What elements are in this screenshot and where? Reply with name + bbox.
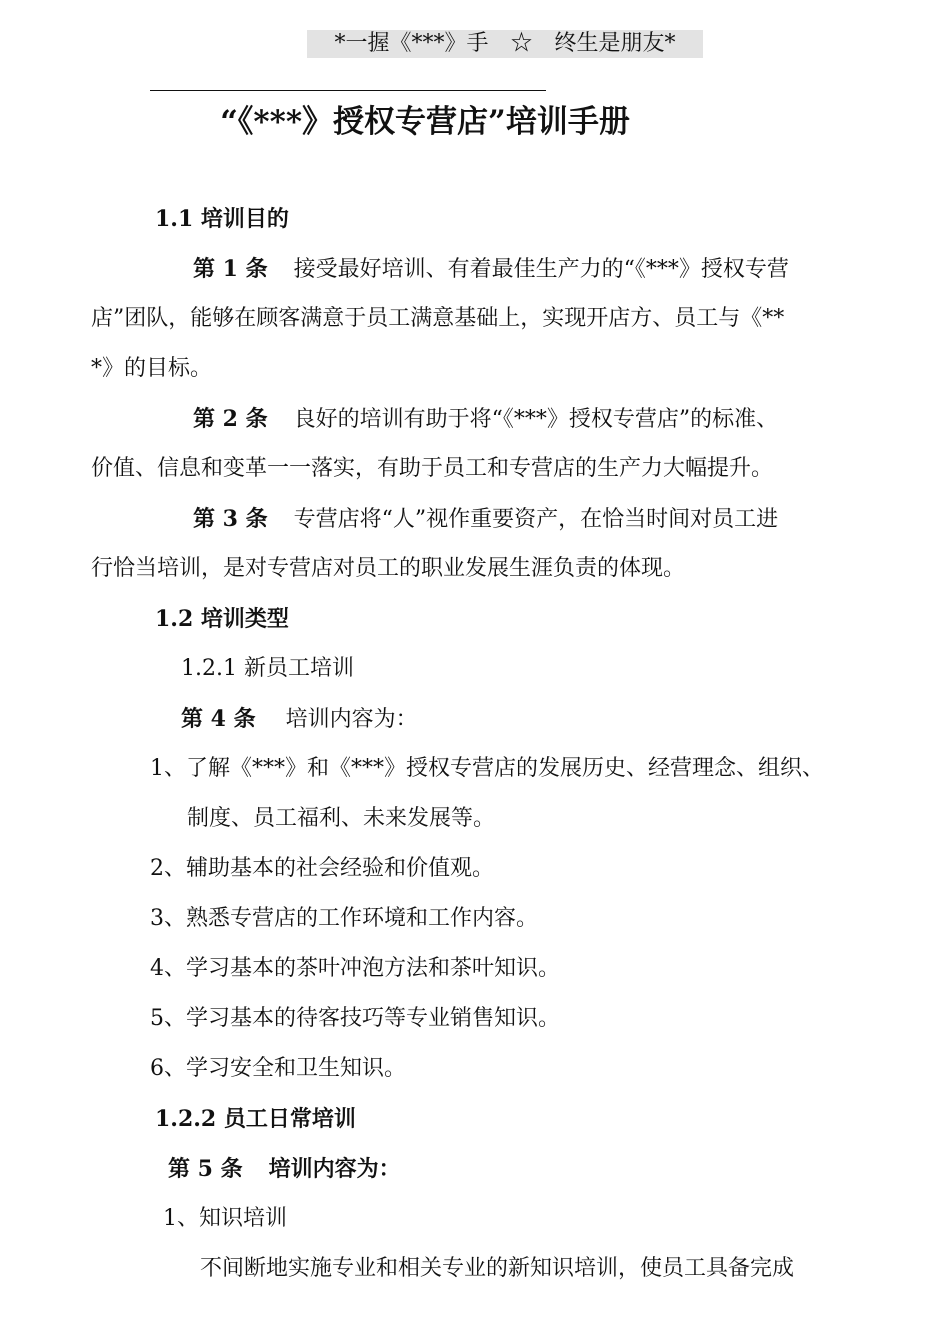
article-1-text-1: 接受最好培训、有着最佳生产力的“《***》授权专营 — [293, 257, 789, 282]
header-banner: *一握《***》手 ☆ 终生是朋友* — [307, 30, 703, 58]
list-item: 1、了解《***》和《***》授权专营店的发展历史、经营理念、组织、 — [150, 756, 824, 781]
article-2-line-2: 价值、信息和变革一一落实，有助于员工和专营店的生产力大幅提升。 — [91, 456, 774, 481]
article-4-line — [181, 704, 418, 735]
article-2-text-1: 良好的培训有助于将“《***》授权专营店”的标准、 — [293, 407, 779, 432]
list-item: 3、熟悉专营店的工作环境和工作内容。 — [150, 906, 538, 931]
article-1-label: 第 1 条 — [193, 256, 268, 282]
section-heading-1-2: 1.2 培训类型 — [155, 606, 289, 632]
article-2-line-1 — [193, 404, 778, 435]
article-2-label: 第 2 条 — [193, 406, 268, 432]
article-5-text: 培训内容为： — [268, 1156, 401, 1182]
subsection-heading-1-2-2: 1.2.2 员工日常培训 — [155, 1106, 356, 1132]
list-item: 1、知识培训 — [163, 1206, 287, 1231]
list-item: 4、学习基本的茶叶冲泡方法和茶叶知识。 — [150, 956, 560, 981]
article-5-label: 第 5 条 — [168, 1156, 243, 1182]
subsection-heading-1-2-1: 1.2.1 新员工培训 — [181, 656, 354, 681]
article-5-line — [168, 1154, 401, 1184]
list-item: 2、辅助基本的社会经验和价值观。 — [150, 856, 494, 881]
article-1-line-2: 店”团队，能够在顾客满意于员工满意基础上，实现开店方、员工与《** — [91, 306, 785, 331]
article-3-line-1 — [193, 504, 778, 535]
article-4-text: 培训内容为： — [285, 707, 418, 732]
header-rule — [150, 90, 546, 91]
article-3-line-2: 行恰当培训，是对专营店对员工的职业发展生涯负责的体现。 — [91, 556, 686, 581]
list-item: 制度、员工福利、未来发展等。 — [187, 806, 496, 831]
article-1-line-3: *》的目标。 — [91, 356, 213, 381]
list-item: 6、学习安全和卫生知识。 — [150, 1056, 406, 1081]
section-heading-1-1: 1.1 培训目的 — [155, 206, 289, 232]
article-3-text-1: 专营店将“人”视作重要资产，在恰当时间对员工进 — [293, 507, 779, 532]
list-item: 5、学习基本的待客技巧等专业销售知识。 — [150, 1006, 560, 1031]
article-3-label: 第 3 条 — [193, 506, 268, 532]
document-title: “《***》授权专营店”培训手册 — [220, 104, 630, 140]
article-4-label: 第 4 条 — [181, 706, 256, 732]
paragraph-line: 不间断地实施专业和相关专业的新知识培训，使员工具备完成 — [200, 1256, 795, 1281]
article-1-line-1 — [193, 254, 789, 285]
